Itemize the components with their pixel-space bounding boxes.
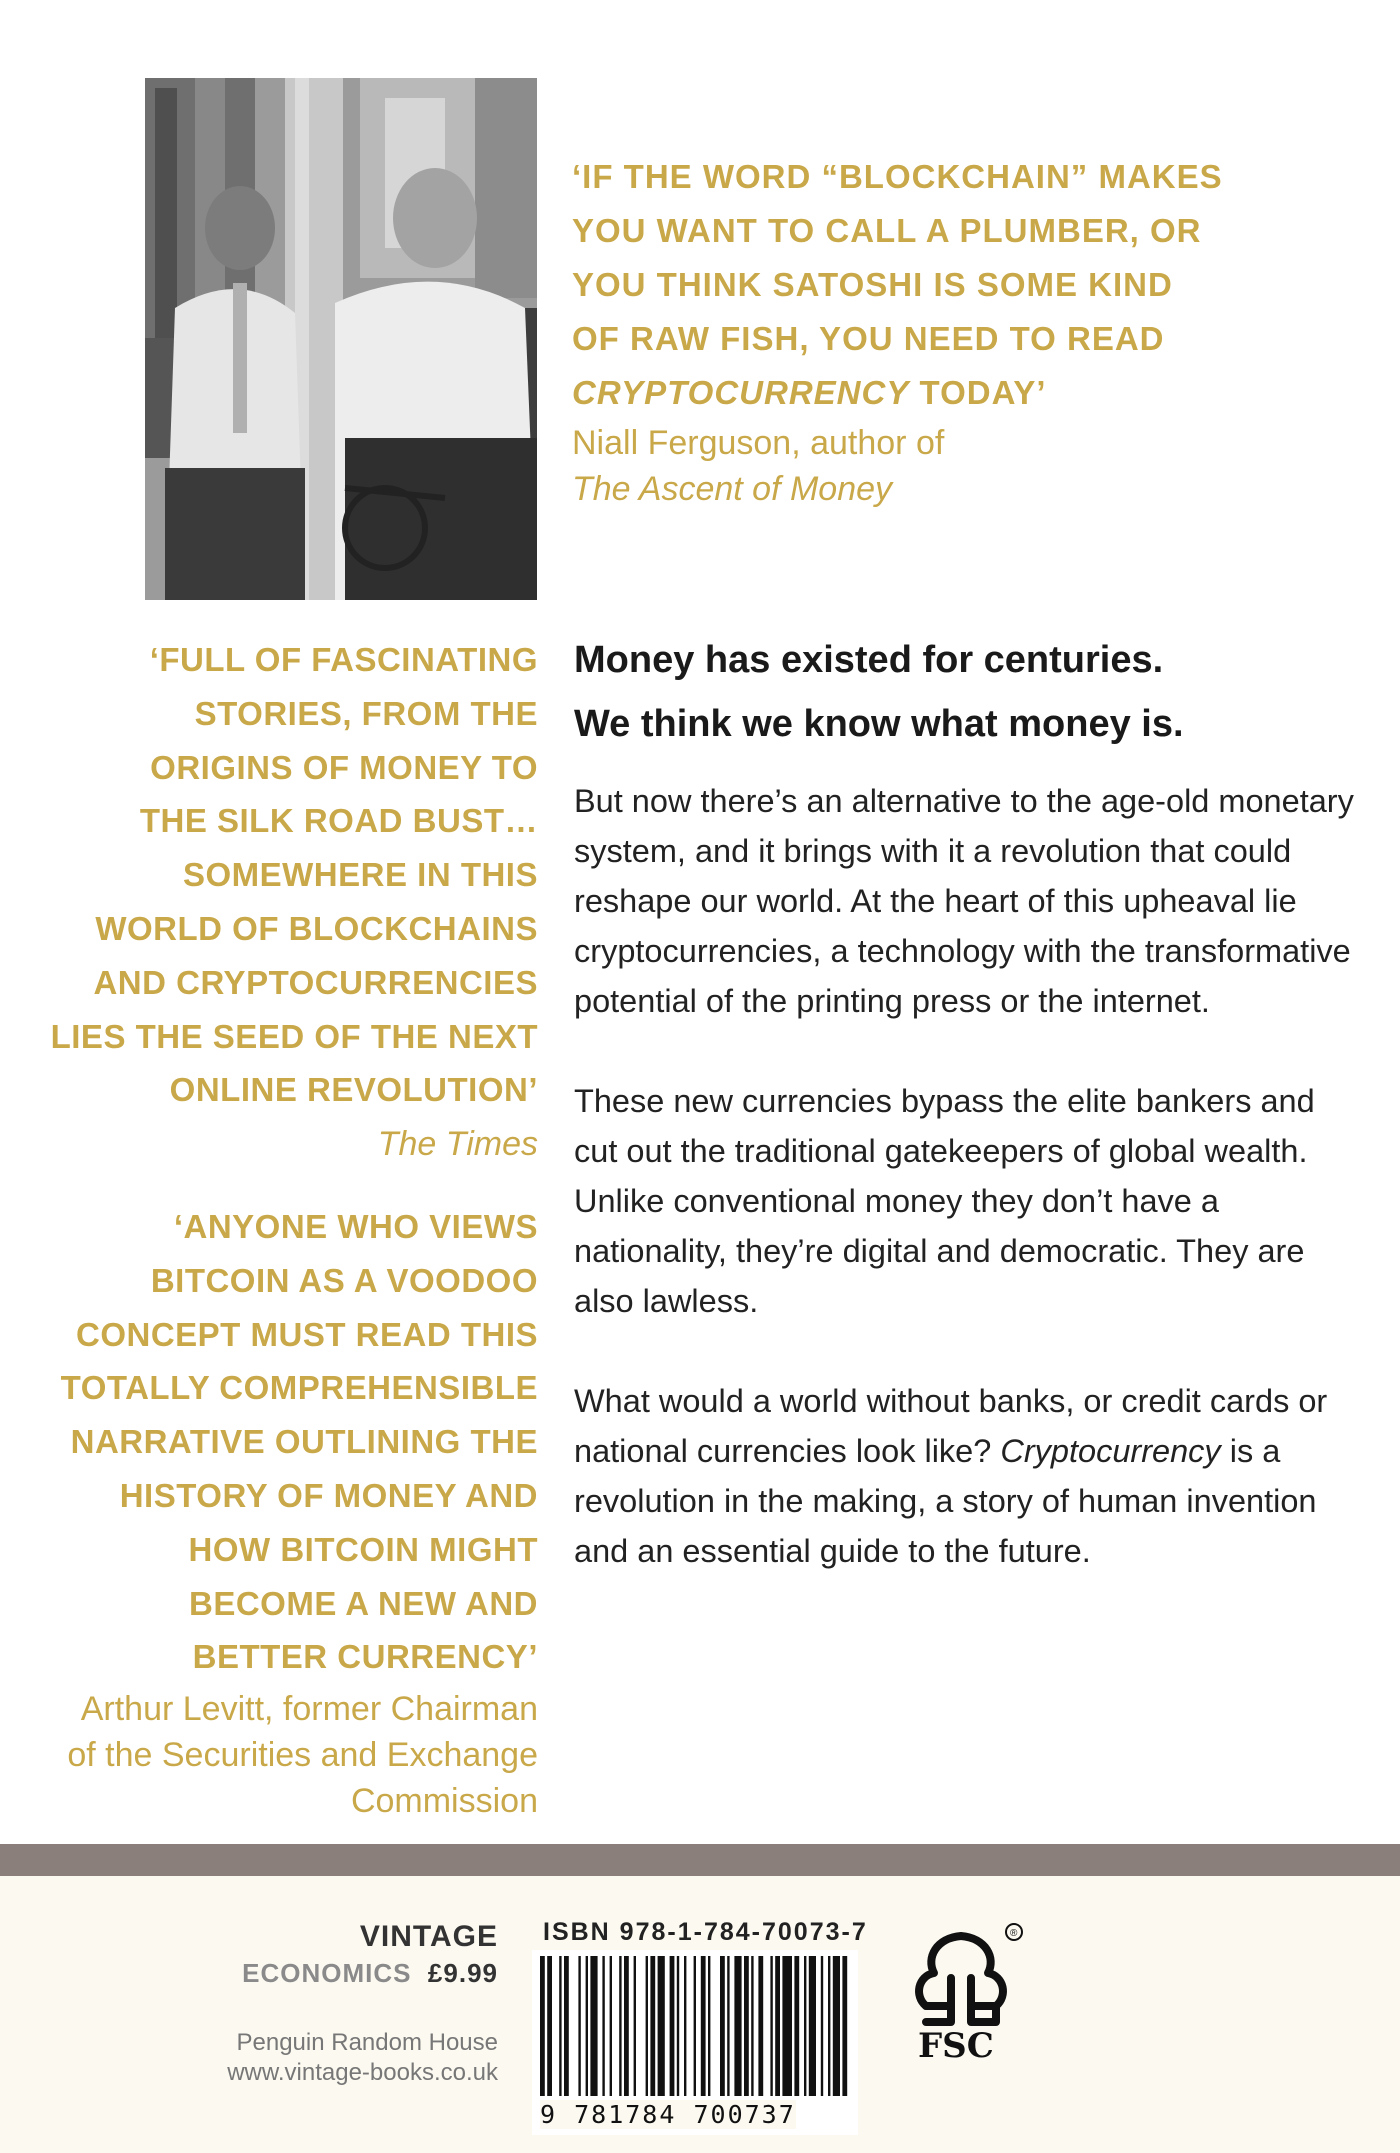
blurb-headline — [574, 628, 1364, 756]
barcode-digits: 9 781784 700737 — [540, 2100, 796, 2129]
quote-line: OF RAW FISH, YOU NEED TO READ — [572, 320, 1165, 357]
barcode-bar — [619, 1956, 621, 2096]
publisher-name: Penguin Random House — [236, 2029, 498, 2056]
quote-arthur-levitt — [18, 1200, 538, 1824]
imprint — [227, 1918, 498, 2088]
blurb-paragraph — [574, 1376, 1364, 1576]
quote-text — [572, 150, 1262, 420]
paragraph-text: is a revolution in the making, a story of human invention and an essential guide to the future. — [574, 1433, 1317, 1569]
quote-line: YOU WANT TO CALL A PLUMBER, OR — [572, 212, 1202, 249]
barcode-bar — [794, 1956, 799, 2096]
attribution-line: Niall Ferguson, author of — [572, 424, 945, 462]
attribution-line: Commission — [350, 1782, 538, 1821]
quote-line: THE SILK ROAD BUST… — [139, 802, 538, 840]
quote-book-title: CRYPTOCURRENCY — [572, 374, 910, 411]
barcode-bar — [720, 1956, 725, 2096]
quote-line: BECOME A NEW AND — [189, 1584, 538, 1622]
category-price — [227, 1956, 498, 1990]
headline-line: We think we know what money is. — [574, 703, 1184, 745]
quote-line: YOU THINK SATOSHI IS SOME KIND — [572, 266, 1173, 303]
barcode-bar — [634, 1956, 636, 2096]
quote-line: SOMEWHERE IN THIS — [182, 856, 538, 894]
barcode-bar — [828, 1956, 830, 2096]
book-title: Cryptocurrency — [1000, 1433, 1221, 1469]
registered-mark: ® — [1010, 1928, 1018, 1939]
barcode-bar — [578, 1956, 580, 2096]
blurb — [574, 628, 1364, 1626]
barcode-bar — [624, 1956, 629, 2096]
publisher-info — [227, 2028, 498, 2088]
barcode-bar — [758, 1956, 763, 2096]
quote-line: AND CRYPTOCURRENCIES — [93, 963, 538, 1001]
barcode-bar — [775, 1956, 780, 2096]
quote-line: NARRATIVE OUTLINING THE — [70, 1423, 538, 1461]
quote-line: ‘FULL OF FASCINATING — [149, 641, 538, 678]
barcode-bar — [782, 1956, 792, 2096]
barcode-bar — [650, 1956, 655, 2096]
barcode-bar — [646, 1956, 648, 2096]
quote-attribution: The Times — [377, 1125, 538, 1164]
barcode-bar — [677, 1956, 679, 2096]
barcode-bar — [708, 1956, 710, 2096]
paragraph-text: What would a world without banks, or credit cards or national currencies look like? — [574, 1383, 1328, 1469]
barcode-bar — [694, 1956, 696, 2096]
barcode-bar — [770, 1956, 772, 2096]
barcode-bar — [744, 1956, 749, 2096]
barcode-bar — [684, 1956, 686, 2096]
quote-line: HOW BITCOIN MIGHT — [188, 1530, 538, 1568]
quote-line: WORLD OF BLOCKCHAINS — [95, 909, 538, 947]
isbn-label: ISBN 978-1-784-70073-7 — [543, 1918, 868, 1946]
fsc-label: FSC — [918, 2026, 994, 2066]
barcode-bar — [809, 1956, 816, 2096]
publisher-website: www.vintage-books.co.uk — [227, 2059, 498, 2086]
barcode-bar — [658, 1956, 665, 2096]
barcode-bar — [842, 1956, 847, 2096]
barcode-bar — [602, 1956, 604, 2096]
quote-line: LIES THE SEED OF THE NEXT — [50, 1017, 538, 1055]
barcode-bar — [833, 1956, 840, 2096]
quote-line: STORIES, FROM THE — [194, 694, 538, 732]
barcode-bar — [670, 1956, 675, 2096]
attribution-line: of the Securities and Exchange — [67, 1736, 538, 1775]
price: £9.99 — [427, 1958, 498, 1988]
quote-line: HISTORY OF MONEY AND — [119, 1476, 538, 1514]
publisher-brand: VINTAGE — [359, 1920, 498, 1953]
barcode-bar — [804, 1956, 806, 2096]
barcode-bar — [610, 1956, 612, 2096]
quote-line: ‘ANYONE WHO VIEWS — [173, 1208, 538, 1245]
quote-text — [18, 633, 538, 1117]
barcode-bar — [751, 1956, 753, 2096]
barcode-bar — [540, 1956, 545, 2096]
barcode-bar — [701, 1956, 706, 2096]
author-photo — [145, 78, 537, 600]
attribution-line: Arthur Levitt, former Chairman — [80, 1690, 538, 1729]
attribution-book-title: The Ascent of Money — [572, 470, 893, 508]
barcode-bar — [821, 1956, 823, 2096]
blurb-paragraph: These new currencies bypass the elite bankers and cut out the traditional gatekeepers of global wealth. Unlike conventional money they don’t have a nationality, they’re digital and democratic. They are also lawless. — [574, 1083, 1315, 1319]
quote-line: TOTALLY COMPREHENSIBLE — [60, 1369, 538, 1407]
quote-niall-ferguson — [572, 150, 1262, 512]
quote-text — [18, 1200, 538, 1684]
blurb-paragraph: But now there’s an alternative to the age-old monetary system, and it brings with it a revolution that could reshape our world. At the heart of this upheaval lie cryptocurrencies, a technology with the transformative potential of the printing press or the internet. — [574, 783, 1354, 1019]
quote-line: ‘IF THE WORD “BLOCKCHAIN” MAKES — [572, 158, 1223, 195]
quote-the-times — [18, 633, 538, 1167]
quote-attribution — [572, 420, 1262, 512]
category: ECONOMICS — [242, 1958, 412, 1988]
barcode-bar — [564, 1956, 569, 2096]
quote-line: BETTER CURRENCY’ — [192, 1638, 538, 1676]
barcode-bar — [727, 1956, 729, 2096]
quote-line: TODAY’ — [909, 374, 1047, 411]
quote-line: BITCOIN AS A VOODOO — [150, 1261, 538, 1299]
quote-line: ORIGINS OF MONEY TO — [150, 748, 538, 786]
quote-line: CONCEPT MUST READ THIS — [75, 1315, 538, 1353]
barcode-bar — [590, 1956, 597, 2096]
barcode-bar — [547, 1956, 552, 2096]
quote-line: ONLINE REVOLUTION’ — [169, 1071, 538, 1109]
barcode-bar — [586, 1956, 588, 2096]
barcode-bar — [734, 1956, 741, 2096]
quote-attribution — [18, 1686, 538, 1824]
barcode-bar — [559, 1956, 561, 2096]
headline-line: Money has existed for centuries. — [574, 639, 1164, 681]
divider-band — [0, 1844, 1400, 1876]
